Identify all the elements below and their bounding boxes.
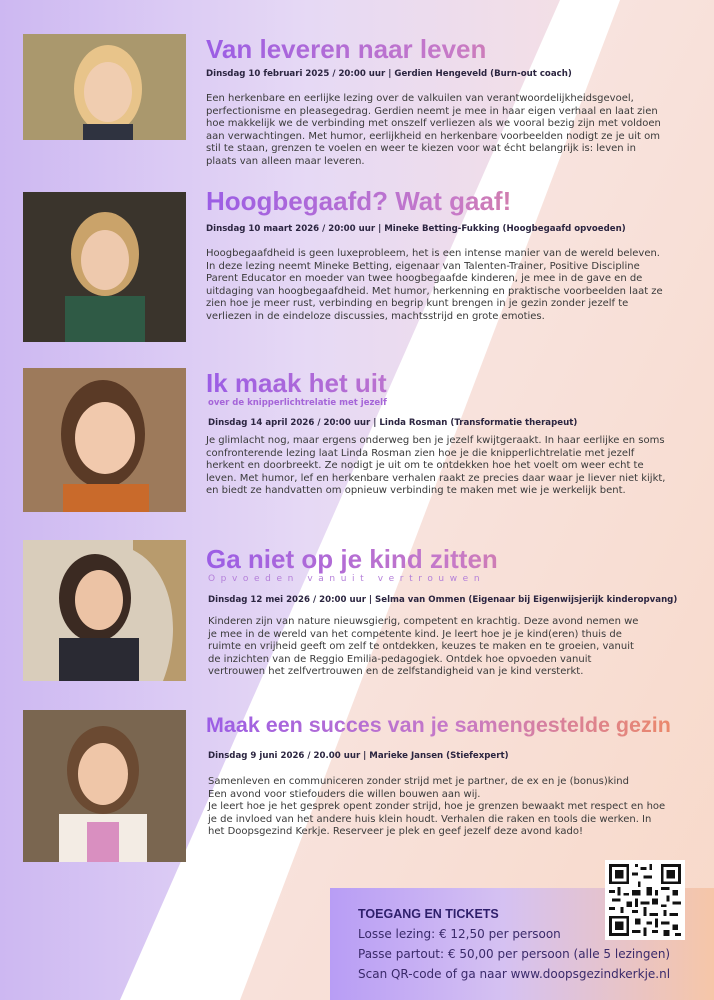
ticket-single-price: Losse lezing: € 12,50 per persoon [358, 927, 561, 941]
qr-code[interactable] [605, 860, 685, 940]
event-2 [0, 186, 714, 346]
speaker-photo [23, 192, 186, 342]
ticket-pass-price: Passe partout: € 50,00 per persoon (alle 5 lezingen) [358, 947, 671, 961]
event-description: Een herkenbare en eerlijke lezing over de valkuilen van verantwoordelijkheidsgevoel, perfectionisme en pleasegedrag. Gerdien neemt je mee in haar eigen verhaal en laat zien hoe makkelijk we de verbinding met onszelf verliezen als we vooral bezig zijn met voldoen aan verwachtingen. Met humor, eerlijkheid en herkenbare voorbeelden nodigt ze je uit om stil te staan, grenzen te voelen en weer te kiezen voor wat écht belangrijk is: leven in plaats van alleen maar leveren. [206, 93, 661, 167]
speaker-photo [23, 34, 186, 140]
event-meta: Dinsdag 10 februari 2025 / 20:00 uur | Gerdien Hengeveld (Burn-out coach) [206, 69, 572, 79]
ticket-website[interactable]: Scan QR-code of ga naar www.doopsgezindkerkje.nl [358, 967, 671, 981]
event-1 [0, 34, 714, 174]
event-description: Je glimlacht nog, maar ergens onderweg ben je jezelf kwijtgeraakt. In haar eerlijke en soms confronterende lezing laat Linda Rosman zien hoe je die knipperlichtrelatie met jezelf herkent en doorbreekt. Ze nodigt je uit om te ontdekken hoe het voelt om weer echt te leven. Met humor, lef en herkenbare verhalen raakt ze precies daar waar je liever niet kijkt, en biedt ze handvatten om opnieuw verbinding te maken met wie je werkelijk bent. [206, 435, 666, 497]
event-description: Samenleven en communiceren zonder strijd met je partner, de ex en je (bonus)kind Een avond voor stiefouders die willen bouwen aan wij. Je leert hoe je het gesprek opent zonder strijd, hoe je grenzen bewaakt met respect en hoe je de invloed van het andere huis klein houdt. Verhalen die raken en tools die werken. In het Doopsgezind Kerkje. Reserveer je plek en geef jezelf deze avond kado! [208, 776, 666, 838]
event-title: Maak een succes van je samengestelde gezin [206, 710, 704, 740]
event-subtitle: Opvoeden vanuit vertrouwen [208, 574, 486, 584]
event-description: Hoogbegaafdheid is geen luxeprobleem, het is een intense manier van de wereld beleven. In deze lezing neemt Mineke Betting, eigenaar van Talenten-Trainer, Positive Discipline Parent Educator en moeder van twee hoogbegaafde kinderen, je mee in de gave en de uitdaging van hoogbegaafdheid. Met humor, herkenning en praktische voorbeelden laat ze zien hoe je meer rust, verbinding en begrip kunt brengen in je gezin zonder jezelf te verliezen in de eindeloze discussies, machtsstrijd en grote emoties. [206, 248, 663, 322]
event-3 [0, 368, 714, 518]
event-description: Kinderen zijn van nature nieuwsgierig, competent en krachtig. Deze avond nemen we je mee in de wereld van het competente kind. Je leert hoe je je kind(eren) thuis de ruimte en vrijheid geeft om zelf te ontdekken, keuzes te maken en te groeien, vanuit de inzichten van de Reggio Emilia-pedagogiek. Ontdek hoe opvoeden vanuit vertrouwen het zelfvertrouwen en de zelfstandigheid van je kind versterkt. [208, 616, 639, 678]
event-subtitle: over de knipperlichtrelatie met jezelf [208, 398, 387, 408]
speaker-photo [23, 540, 186, 681]
event-meta: Dinsdag 9 juni 2026 / 20.00 uur | Marieke Jansen (Stiefexpert) [208, 751, 509, 761]
event-meta: Dinsdag 14 april 2026 / 20:00 uur | Linda Rosman (Transformatie therapeut) [208, 418, 578, 428]
event-title: Ga niet op je kind zitten [206, 544, 704, 574]
event-meta: Dinsdag 10 maart 2026 / 20:00 uur | Mineke Betting-Fukking (Hoogbegaafd opvoeden) [206, 224, 626, 234]
tickets-title: TOEGANG EN TICKETS [358, 907, 499, 921]
event-5 [0, 708, 714, 868]
event-meta: Dinsdag 12 mei 2026 / 20:00 uur | Selma van Ommen (Eigenaar bij Eigenwijsjerijk kinderopvang) [208, 595, 678, 605]
event-title: Van leveren naar leven [206, 34, 704, 64]
speaker-photo [23, 710, 186, 862]
speaker-photo [23, 368, 186, 512]
event-title: Ik maak het uit [206, 368, 704, 398]
event-title: Hoogbegaafd? Wat gaaf! [206, 186, 704, 216]
event-4 [0, 540, 714, 690]
